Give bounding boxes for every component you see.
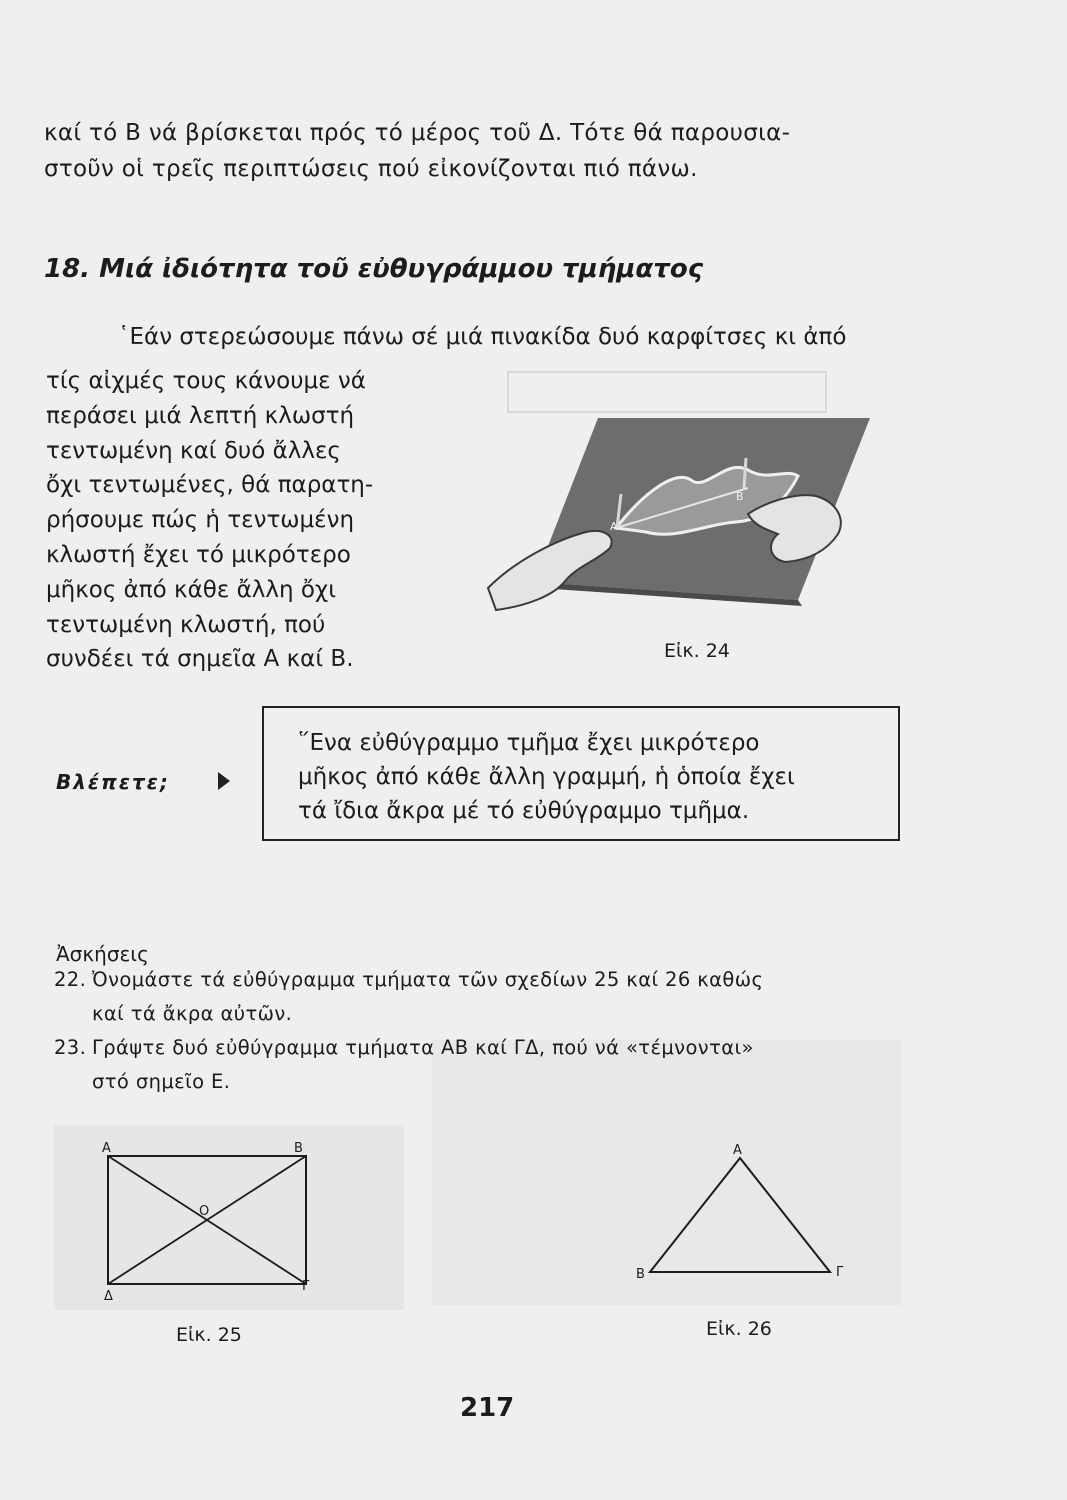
vertex-label: Δ bbox=[104, 1289, 113, 1304]
paragraph-first-line: ῾Εάν στερεώσουμε πάνω σέ μιά πινακίδα δυό καρφίτσες κι ἀπό bbox=[118, 324, 847, 350]
paragraph-line: συνδέει τά σημεῖα Α καί Β. bbox=[46, 646, 354, 673]
paragraph-line: μῆκος ἀπό κάθε ἄλλη ὄχι bbox=[46, 576, 336, 603]
intro-line-1: καί τό Β νά βρίσκεται πρός τό μέρος τοῦ Δ. Τότε θά παρουσια- bbox=[44, 120, 791, 146]
figure-25-rectangle bbox=[96, 1140, 326, 1305]
figure-24-illustration bbox=[486, 410, 906, 620]
vertex-label: Α bbox=[733, 1143, 742, 1158]
rule-box-line: μῆκος ἀπό κάθε ἄλλη γραμμή, ἡ ὁποία ἔχει bbox=[298, 764, 795, 790]
exercises-title: Ἀσκήσεις bbox=[56, 942, 149, 966]
paragraph-line: κλωστή ἔχει τό μικρότερο bbox=[46, 541, 351, 568]
page-number: 217 bbox=[460, 1393, 515, 1423]
figure-25-caption: Εἰκ. 25 bbox=[176, 1324, 242, 1346]
paragraph-line: ὄχι τεντωμένες, θά παρατη- bbox=[46, 472, 374, 499]
paragraph-line: ρήσουμε πώς ἡ τεντωμένη bbox=[46, 507, 355, 534]
figure-26-caption: Εἰκ. 26 bbox=[706, 1318, 772, 1340]
vertex-label: Ο bbox=[199, 1204, 210, 1219]
section-heading: 18. Μιά ἰδιότητα τοῦ εὐθυγράμμου τμήματος bbox=[44, 254, 704, 284]
exercise-text: στό σημεῖο Ε. bbox=[92, 1070, 231, 1093]
figure-24-label-b: Β bbox=[736, 490, 744, 503]
paragraph-line: περάσει μιά λεπτή κλωστή bbox=[46, 402, 355, 429]
vertex-label: Α bbox=[102, 1141, 111, 1156]
intro-line-2: στοῦν οἱ τρεῖς περιπτώσεις πού εἰκονίζονται πιό πάνω. bbox=[44, 156, 698, 182]
rule-box-line: τά ἴδια ἄκρα μέ τό εὐθύγραμμο τμῆμα. bbox=[298, 798, 750, 824]
paragraph-wrapped-column bbox=[46, 364, 426, 677]
figure-24-caption: Εἰκ. 24 bbox=[664, 640, 730, 662]
triangle-outline bbox=[650, 1158, 830, 1272]
paragraph-line: τεντωμένη καί δυό ἄλλες bbox=[46, 437, 341, 464]
figure-24-label-a: Α bbox=[610, 520, 618, 533]
pointer-arrow-icon bbox=[218, 772, 230, 790]
exercise-number: 22. bbox=[54, 968, 87, 991]
paragraph-line: τίς αἰχμές τους κάνουμε νά bbox=[46, 368, 366, 394]
paragraph-line: τεντωμένη κλωστή, πού bbox=[46, 611, 326, 638]
vertex-label: Γ bbox=[836, 1265, 844, 1280]
see-label: Βλέπετε; bbox=[56, 770, 170, 794]
figure-26-triangle bbox=[628, 1140, 858, 1285]
exercise-number: 23. bbox=[54, 1036, 87, 1059]
vertex-label: Β bbox=[636, 1267, 645, 1282]
vertex-label: Γ bbox=[302, 1279, 310, 1294]
rule-box-line: ῞Ενα εὐθύγραμμο τμῆμα ἔχει μικρότερο bbox=[298, 730, 760, 756]
vertex-label: Β bbox=[294, 1141, 303, 1156]
pin-b bbox=[744, 458, 746, 488]
exercise-text: Γράψτε δυό εὐθύγραμμα τμήματα ΑΒ καί ΓΔ, πού νά «τέμνονται» bbox=[92, 1036, 754, 1059]
exercise-text: Ὀνομάστε τά εὐθύγραμμα τμήματα τῶν σχεδίων 25 καί 26 καθώς bbox=[92, 968, 764, 991]
rule-box bbox=[262, 706, 900, 841]
exercise-text: καί τά ἄκρα αὐτῶν. bbox=[92, 1002, 293, 1025]
